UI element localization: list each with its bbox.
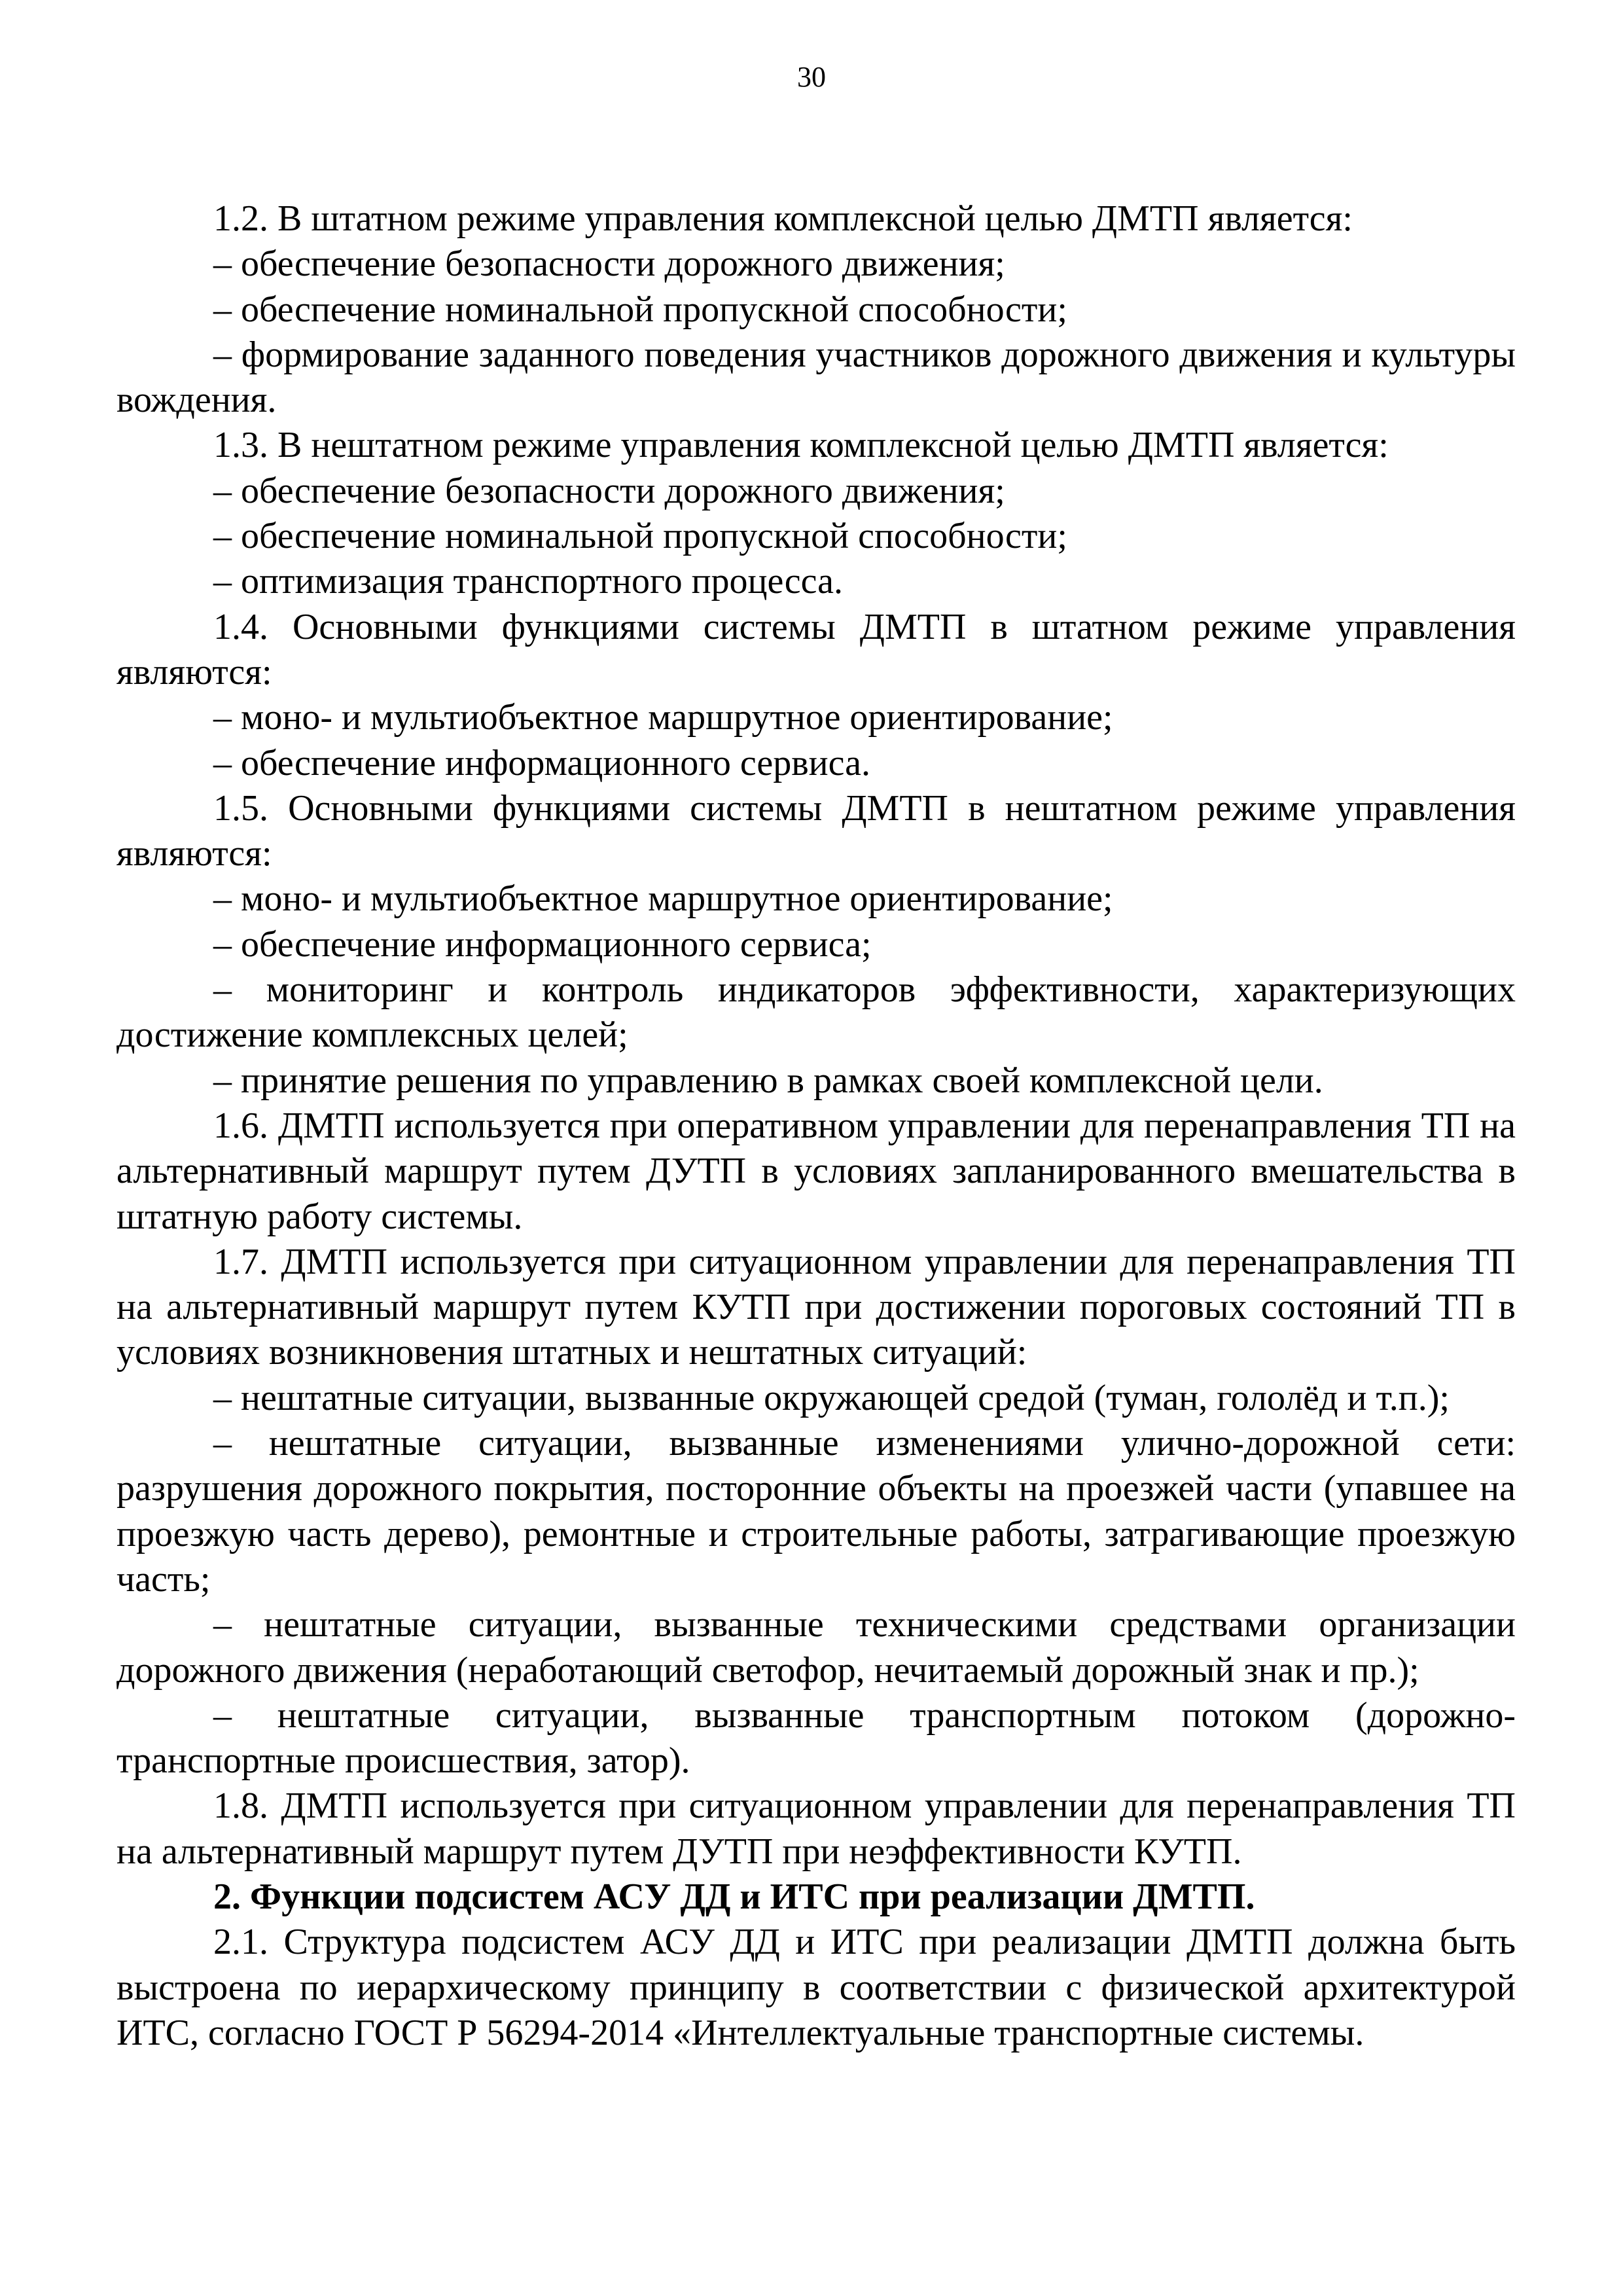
list-item: – обеспечение информационного сервиса; [213, 924, 872, 965]
section-1-3-intro: 1.3. В нештатном режиме управления комплексной целью ДМТП является: [213, 425, 1389, 466]
list-item: – формирование заданного поведения участников дорожного движения и культуры вождения. [116, 334, 1516, 421]
list-item: – моно- и мультиобъектное маршрутное ориентирование; [213, 697, 1113, 738]
section-2-1: 2.1. Структура подсистем АСУ ДД и ИТС при реализации ДМТП должна быть выстроена по иерархическому принципу в соответствии с физической архитектурой ИТС, согласно ГОСТ Р 56294-2014 «Интеллектуальные транспортные системы. [116, 1922, 1516, 2053]
section-1-4-intro: 1.4. Основными функциями системы ДМТП в штатном режиме управления являются: [116, 606, 1516, 692]
section-2-heading: 2. Функции подсистем АСУ ДД и ИТС при реализации ДМТП. [213, 1876, 1255, 1917]
list-item: – оптимизация транспортного процесса. [213, 561, 844, 602]
list-item: – обеспечение номинальной пропускной способности; [213, 516, 1067, 557]
list-item: – обеспечение номинальной пропускной способности; [213, 289, 1067, 330]
section-1-5-intro: 1.5. Основными функциями системы ДМТП в нештатном режиме управления являются: [116, 787, 1516, 874]
section-1-6: 1.6. ДМТП используется при оперативном управлении для перенаправления ТП на альтернативный маршрут путем ДУТП в условиях запланированного вмешательства в штатную работу системы. [116, 1105, 1516, 1237]
list-item: – нештатные ситуации, вызванные техническими средствами организации дорожного движения (неработающий светофор, нечитаемый дорожный знак и пр.); [116, 1604, 1516, 1691]
document-body [116, 196, 1516, 2056]
list-item: – нештатные ситуации, вызванные изменениями улично-дорожной сети: разрушения дорожного покрытия, посторонние объекты на проезжей части (упавшее на проезжую часть дерево), ремонтные и строительные работы, затрагивающие проезжую часть; [116, 1423, 1516, 1600]
list-item: – обеспечение безопасности дорожного движения; [213, 243, 1005, 285]
list-item: – мониторинг и контроль индикаторов эффективности, характеризующих достижение комплексных целей; [116, 969, 1516, 1056]
list-item: – моно- и мультиобъектное маршрутное ориентирование; [213, 878, 1113, 920]
section-1-8: 1.8. ДМТП используется при ситуационном управлении для перенаправления ТП на альтернативный маршрут путем ДУТП при неэффективности КУТП. [116, 1785, 1516, 1872]
section-1-7-intro: 1.7. ДМТП используется при ситуационном управлении для перенаправления ТП на альтернативный маршрут путем КУТП при достижении пороговых состояний ТП в условиях возникновения штатных и нештатных ситуаций: [116, 1241, 1516, 1373]
list-item: – принятие решения по управлению в рамках своей комплексной цели. [213, 1060, 1323, 1101]
section-1-2-intro: 1.2. В штатном режиме управления комплексной целью ДМТП является: [213, 198, 1353, 239]
list-item: – обеспечение безопасности дорожного движения; [213, 470, 1005, 511]
list-item: – обеспечение информационного сервиса. [213, 742, 871, 783]
list-item: – нештатные ситуации, вызванные окружающей средой (туман, гололёд и т.п.); [213, 1377, 1450, 1418]
list-item: – нештатные ситуации, вызванные транспортным потоком (дорожно-транспортные происшествия, затор). [116, 1695, 1516, 1782]
page-number: 30 [797, 61, 826, 93]
